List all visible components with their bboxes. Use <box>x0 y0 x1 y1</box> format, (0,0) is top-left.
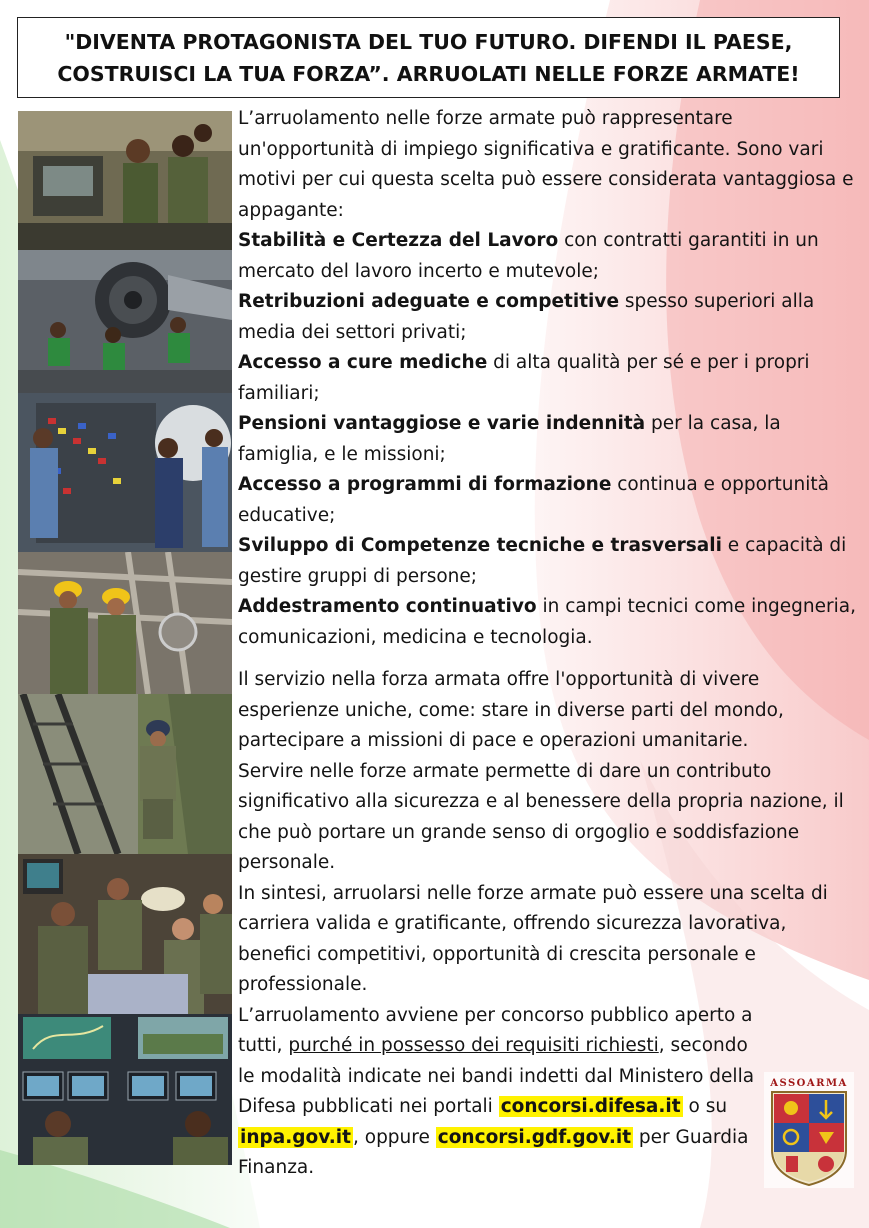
assoarma-crest <box>764 1072 854 1188</box>
main-text <box>238 104 858 1184</box>
enlistment-text-4: , oppure <box>352 1126 436 1148</box>
enlistment-text-1: L’arruolamento avviene per concorso pubblico aperto a tutti, <box>238 1004 753 1056</box>
crest-label: ASSOARMA <box>770 1078 848 1089</box>
benefit-text: di alta qualità per sé e per i propri familiari; <box>238 352 810 404</box>
benefit-title: Retribuzioni adeguate e competitive <box>238 291 619 312</box>
photo-column <box>18 111 232 1165</box>
benefit-text: per la casa, la famiglia, e le missioni; <box>238 413 781 465</box>
title-line-2: COSTRUISCI LA TUA FORZA”. ARRUOLATI NELLE FORZE ARMATE! <box>57 61 800 86</box>
benefit-item <box>238 592 858 653</box>
benefit-title: Pensioni vantaggiose e varie indennità <box>238 413 646 434</box>
enlistment-paragraph <box>238 1001 758 1184</box>
benefit-item <box>238 409 858 470</box>
benefit-item <box>238 287 858 348</box>
photo-soldiers-at-console <box>18 111 232 250</box>
benefit-title: Accesso a cure mediche <box>238 352 488 373</box>
benefit-item <box>238 531 858 592</box>
intro-paragraph: L’arruolamento nelle forze armate può rappresentare un'opportunità di impiego significativa e gratificante. Sono vari motivi per cui questa scelta può essere considerata vantaggiosa e appagante: <box>238 108 854 221</box>
service-paragraph: Il servizio nella forza armata offre l'opportunità di vivere esperienze uniche, come: stare in diverse parti del mondo, partecipare a missioni di pace e operazioni umanitarie. <box>238 669 784 751</box>
benefit-title: Accesso a programmi di formazione <box>238 474 612 495</box>
enlistment-text-5: per Guardia Finanza. <box>238 1126 749 1178</box>
contribution-paragraph: Servire nelle forze armate permette di dare un contributo significativo alla sicurezza e al benessere della propria nazione, il che può portare un grande senso di orgoglio e soddisfazione personale. <box>238 760 844 873</box>
benefit-item <box>238 470 858 531</box>
photo-medical-team <box>18 854 232 1014</box>
benefit-text: spesso superiori alla media dei settori privati; <box>238 291 815 343</box>
benefit-text: con contratti garantiti in un mercato del lavoro incerto e mutevole; <box>238 230 819 282</box>
photo-soldier-climbing <box>18 694 232 854</box>
benefit-title: Stabilità e Certezza del Lavoro <box>238 230 559 251</box>
paragraph-gap <box>238 653 858 665</box>
benefit-text: continua e opportunità educative; <box>238 474 829 526</box>
benefit-title: Addestramento continuativo <box>238 596 537 617</box>
title-banner <box>17 17 840 98</box>
enlistment-text-3: o su <box>682 1096 728 1117</box>
requirements-underlined: purché in possesso dei requisiti richiesti <box>288 1035 659 1056</box>
photo-aircraft-engine-crew <box>18 250 232 393</box>
photo-technicians-pipes <box>18 552 232 694</box>
benefit-item <box>238 226 858 287</box>
link-inpa[interactable]: inpa.gov.it <box>240 1126 351 1148</box>
benefits-list <box>238 226 858 653</box>
benefit-title: Sviluppo di Competenze tecniche e trasversali <box>238 535 722 556</box>
enlistment-text-2: , secondo le modalità indicate nei bandi indetti dal Ministero della Difesa pubblicati nei portali <box>238 1035 755 1117</box>
link-concorsi-gdf[interactable]: concorsi.gdf.gov.it <box>437 1126 632 1148</box>
link-concorsi-difesa[interactable]: concorsi.difesa.it <box>500 1096 681 1117</box>
benefit-text: e capacità di gestire gruppi di persone; <box>238 535 847 587</box>
title-line-1: "DIVENTA PROTAGONISTA DEL TUO FUTURO. DIFENDI IL PAESE, <box>64 29 793 54</box>
photo-navy-signal-flags <box>18 393 232 552</box>
benefit-item <box>238 348 858 409</box>
photo-control-room <box>18 1014 232 1165</box>
summary-paragraph: In sintesi, arruolarsi nelle forze armate può essere una scelta di carriera valida e gratificante, offrendo sicurezza lavorativa, benefici competitivi, opportunità di crescita personale e professionale. <box>238 882 828 995</box>
benefit-text: in campi tecnici come ingegneria, comunicazioni, medicina e tecnologia. <box>238 596 856 648</box>
